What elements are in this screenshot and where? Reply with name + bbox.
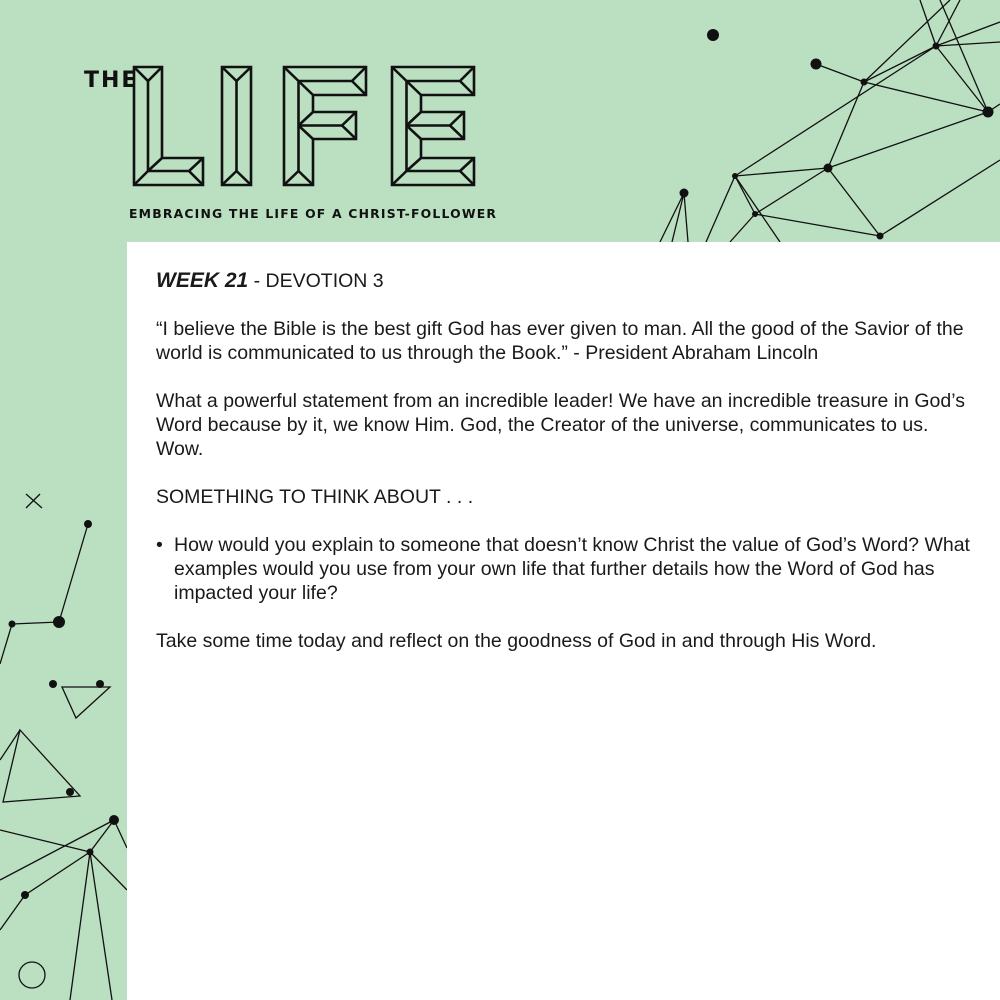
devotion-heading: [156, 269, 972, 293]
tagline: EMBRACING THE LIFE OF A CHRIST-FOLLOWER: [129, 206, 498, 221]
devotion-panel: [127, 242, 1000, 1000]
reflection-questions: [156, 533, 972, 605]
logo-wordmark: [130, 64, 480, 190]
list-item: • How would you explain to someone that doesn’t know Christ the value of God’s Word? What examples would you use from your own life that further details how the Word of God has impacted your life?: [156, 533, 972, 605]
quote-text: “I believe the Bible is the best gift God has ever given to man. All the good of the Savior of the world is communicated to us through the Book.” - President Abraham Lincoln: [156, 318, 964, 364]
logo-prefix: THE: [84, 68, 139, 93]
body-paragraph: What a powerful statement from an incredible leader! We have an incredible treasure in God’s Word because by it, we know Him. God, the Creator of the universe, communicates to us. Wow.: [156, 390, 965, 460]
closing-text: Take some time today and reflect on the goodness of God in and through His Word.: [156, 630, 877, 652]
week-label: WEEK 21: [156, 269, 249, 292]
section-title: SOMETHING TO THINK ABOUT . . .: [156, 486, 474, 508]
devotion-label: - DEVOTION 3: [248, 270, 384, 292]
